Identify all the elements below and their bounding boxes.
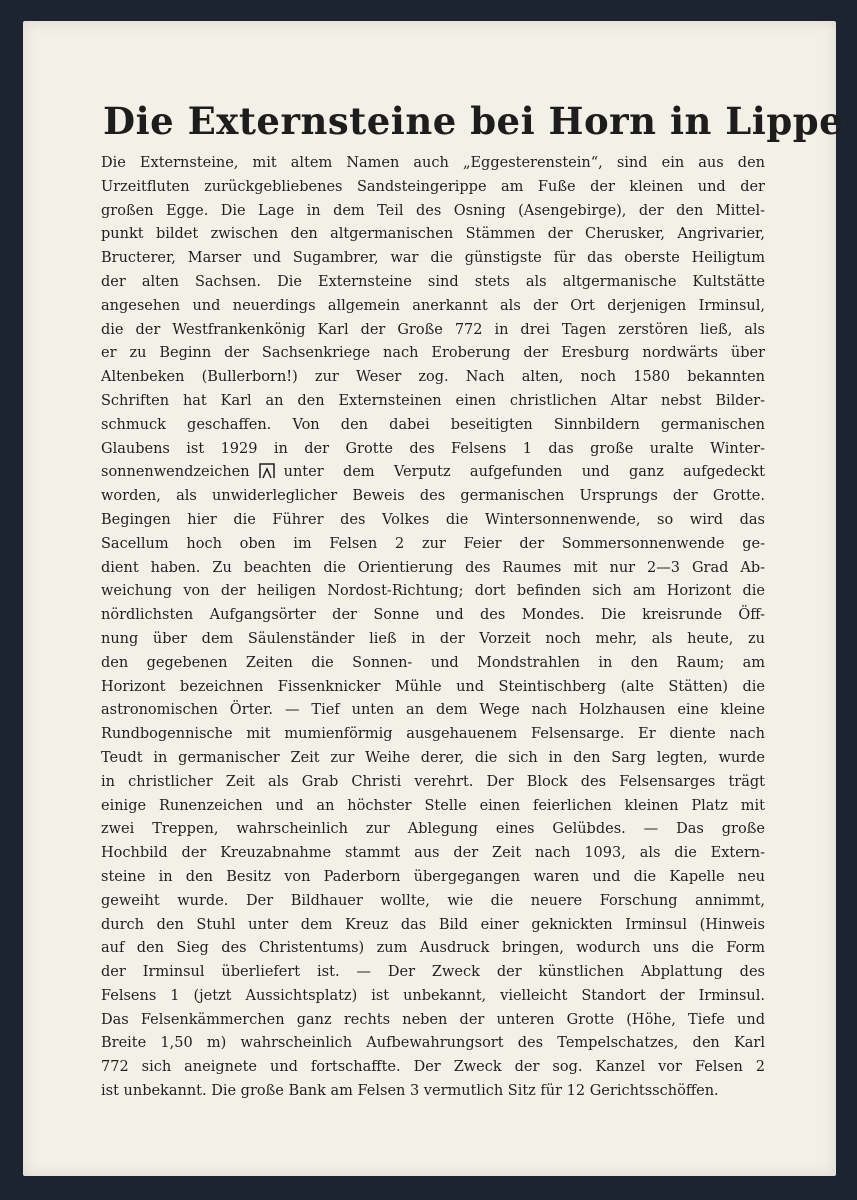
text-line: nung über dem Säulenständer ließ in der Vorzeit noch mehr, als heute, zu — [101, 630, 765, 647]
text-segment: sonnenwendzeichen — [101, 464, 250, 481]
text-line: Horizont bezeichnen Fissenknicker Mühle und Steintischberg (alte Stätten) die — [101, 678, 765, 695]
text-line: einige Runenzeichen und an höchster Stelle einen feierlichen kleinen Platz mit — [101, 797, 765, 814]
document-title: Die Externsteine bei Horn in Lippe — [103, 99, 844, 143]
document-body — [101, 152, 765, 1104]
text-line: nördlichsten Aufgangsörter der Sonne und des Mondes. Die kreisrunde Öff- — [101, 607, 765, 624]
text-line: geweiht wurde. Der Bildhauer wollte, wie die neuere Forschung annimmt, — [101, 892, 765, 909]
text-line: durch den Stuhl unter dem Kreuz das Bild einer geknickten Irminsul (Hinweis — [101, 916, 765, 933]
text-line: der Irminsul überliefert ist. — Der Zweck der künstlichen Abplattung des — [101, 964, 765, 981]
text-line: dient haben. Zu beachten die Orientierung des Raumes mit nur 2—3 Grad Ab- — [101, 559, 765, 576]
text-line: Bructerer, Marser und Sugambrer, war die günstigste für das oberste Heiligtum — [101, 250, 765, 267]
text-line: punkt bildet zwischen den altgermanischen Stämmen der Cherusker, Angrivarier, — [101, 226, 765, 243]
text-line: er zu Beginn der Sachsenkriege nach Eroberung der Eresburg nordwärts über — [101, 345, 765, 362]
text-line: großen Egge. Die Lage in dem Teil des Osning (Asengebirge), der den Mittel- — [101, 202, 765, 219]
text-line: schmuck geschaffen. Von den dabei beseitigten Sinnbildern germanischen — [101, 416, 765, 433]
text-line: angesehen und neuerdings allgemein anerkannt als der Ort derjenigen Irminsul, — [101, 297, 765, 314]
text-line: Das Felsenkämmerchen ganz rechts neben der unteren Grotte (Höhe, Tiefe und — [101, 1011, 765, 1028]
text-line: Rundbogennische mit mumienförmig ausgehauenem Felsensarge. Er diente nach — [101, 726, 765, 743]
text-line: astronomischen Örter. — Tief unten an dem Wege nach Holzhausen eine kleine — [101, 702, 765, 719]
text-line: Urzeitfluten zurückgebliebenes Sandsteingerippe am Fuße der kleinen und der — [101, 178, 765, 195]
text-line: worden, als unwiderleglicher Beweis des germanischen Ursprungs der Grotte. — [101, 488, 765, 505]
text-line: ist unbekannt. Die große Bank am Felsen 3 vermutlich Sitz für 12 Gerichtsschöffen. — [101, 1083, 719, 1100]
text-line: 772 sich aneignete und fortschaffte. Der Zweck der sog. Kanzel vor Felsen 2 — [101, 1059, 765, 1076]
text-line: Altenbeken (Bullerborn!) zur Weser zog. Nach alten, noch 1580 bekannten — [101, 369, 765, 386]
text-line: zwei Treppen, wahrscheinlich zur Ablegung eines Gelübdes. — Das große — [101, 821, 765, 838]
text-line: Glaubens ist 1929 in der Grotte des Felsens 1 das große uralte Winter- — [101, 440, 765, 457]
text-line: Die Externsteine, mit altem Namen auch „Eggesterenstein“, sind ein aus den — [101, 155, 765, 171]
text-line: Sacellum hoch oben im Felsen 2 zur Feier der Sommersonnenwende ge- — [101, 535, 765, 552]
text-line: in christlicher Zeit als Grab Christi verehrt. Der Block des Felsensarges trägt — [101, 773, 765, 790]
text-line: Hochbild der Kreuzabnahme stammt aus der Zeit nach 1093, als die Extern- — [101, 845, 765, 862]
text-line: Schriften hat Karl an den Externsteinen einen christlichen Altar nebst Bilder- — [101, 392, 765, 409]
text-line: der alten Sachsen. Die Externsteine sind stets als altgermanische Kultstätte — [101, 273, 765, 290]
text-line: auf den Sieg des Christentums) zum Ausdruck bringen, wodurch uns die Form — [101, 940, 765, 957]
text-line: Teudt in germanischer Zeit zur Weihe derer, die sich in den Sarg legten, wurde — [101, 749, 765, 766]
text-line: den gegebenen Zeiten die Sonnen- und Mondstrahlen in den Raum; am — [101, 654, 765, 671]
postcard-back — [23, 21, 844, 1176]
winter-solstice-sign-icon — [256, 461, 278, 479]
text-line: Felsens 1 (jetzt Aussichtsplatz) ist unbekannt, vielleicht Standort der Irminsul. — [101, 987, 765, 1004]
text-line: die der Westfrankenkönig Karl der Große 772 in drei Tagen zerstören ließ, als — [101, 321, 765, 338]
text-line: steine in den Besitz von Paderborn übergegangen waren und die Kapelle neu — [101, 868, 765, 885]
text-line: Breite 1,50 m) wahrscheinlich Aufbewahrungsort des Tempelschatzes, den Karl — [101, 1035, 765, 1052]
text-line: Begingen hier die Führer des Volkes die Wintersonnenwende, so wird das — [101, 511, 765, 528]
text-segment: unter dem Verputz aufgefunden und ganz aufgedeckt — [283, 464, 765, 481]
text-line: weichung von der heiligen Nordost-Richtung; dort befinden sich am Horizont die — [101, 583, 765, 600]
text-line-with-symbol — [101, 461, 765, 485]
